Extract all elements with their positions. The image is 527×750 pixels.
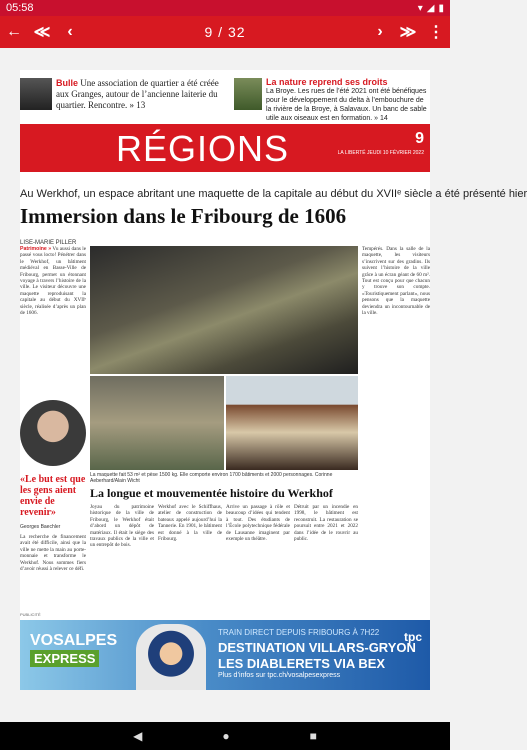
- page-indicator: 9 / 32: [204, 24, 246, 40]
- status-time: 05:58: [6, 2, 34, 14]
- ad-line: TRAIN DIRECT DEPUIS FRIBOURG À 7H22: [218, 628, 380, 637]
- teaser-thumbnail: [20, 78, 52, 110]
- page-meta: LA LIBERTÉ JEUDI 10 FÉVRIER 2022: [337, 150, 424, 156]
- column-text: Vu aussi dans le passé vous locto! Pénétrer dans le Werkhof, un bâtiment médiéval en Basse-Ville de Fribourg, permet un étonnant voyage à travers l’histoire de la ville. Le visiteur découvre une maquette reproduisant la capitale au début du XVIIᵉ siècle, réalisée d’après un plan de 1606.: [20, 246, 87, 317]
- next-page-button[interactable]: [366, 16, 394, 48]
- previous-page-button[interactable]: [56, 16, 84, 48]
- teaser-text: Une association de quartier a été créée aux Granges, autour de l’ancienne laiterie du quartier. Rencontre. » 13: [56, 78, 219, 110]
- teaser-nature[interactable]: [234, 77, 430, 122]
- photo-caption: La maquette fait 53 m² et pèse 1500 kg. Elle comporte environ 1700 bâtiments et 2000 personnages. Corinne Aeberhard/Alain Wicht: [90, 472, 333, 484]
- portrait-photo: [20, 400, 86, 466]
- double-chevron-right-icon: ≫: [399, 24, 417, 41]
- sidebar-column: Joyau du patrimoine historique de la ville de Fribourg, le Werkhof était d’abord un dépôt de matériaux. Il était le siège des travaux publics de la ville et un entrepôt de bois.: [90, 504, 154, 549]
- article-column: [20, 246, 86, 396]
- double-chevron-left-icon: ≪: [33, 24, 51, 41]
- model-detail-photo[interactable]: [90, 376, 224, 470]
- pull-quote: «Le but est que les gens aient envie de revenir»: [20, 474, 86, 518]
- ad-brand: VOSALPES: [30, 632, 118, 649]
- quote-author: Georges Baechler: [20, 524, 61, 530]
- nav-back-icon[interactable]: ◀: [133, 729, 143, 743]
- tpc-logo: tpc: [404, 630, 422, 644]
- reader-toolbar: [0, 16, 450, 48]
- nav-recents-icon[interactable]: ■: [309, 729, 317, 743]
- lead-label: Patrimoine »: [20, 246, 52, 252]
- more-options-button[interactable]: [422, 16, 450, 48]
- teaser-thumbnail: [234, 78, 262, 110]
- nav-home-icon[interactable]: ●: [222, 729, 230, 743]
- article-byline: LISE-MARIE PILLER: [20, 240, 77, 246]
- chevron-right-icon: ›: [377, 23, 383, 40]
- teaser-title: La nature reprend ses droits: [266, 77, 388, 87]
- sidebar-column: Arrive un passage à rôle et beaucoup d’idées qui tendent à tout. Des étudiants de l’École polytechnique fédérale de Lausanne imaginent par exemple un théâtre.: [226, 504, 290, 543]
- sidebar-column: Détruit par un incendie en 1998, le bâtiment est reconstruit. La restauration se poursuit entre 2021 et 2022 dans l’idée de le rouvrir au public.: [294, 504, 358, 543]
- section-title: RÉGIONS: [116, 128, 290, 169]
- ad-line: Plus d’infos sur tpc.ch/vosalpesexpress: [218, 672, 341, 679]
- page-number: 9: [415, 130, 424, 147]
- wifi-icon: ▾: [417, 2, 423, 14]
- article-headline[interactable]: Immersion dans le Fribourg de 1606: [20, 204, 347, 228]
- more-vert-icon: ⋮: [428, 24, 444, 41]
- teaser-title: Bulle: [56, 78, 79, 88]
- sidebar-headline[interactable]: La longue et mouvementée histoire du Werkhof: [90, 486, 333, 500]
- status-bar: [0, 0, 450, 16]
- article-column: Tempérés. Dans la salle de la maquette, les visiteurs s’inscrivent sur des gradins. Ils suivent l’histoire de la ville grâce à un écran géant de 60 m². Tout est conçu pour que chacun y trouve son compte. «Touristiquement parlant», nous pensons que la maquette deviendra un incontournable de la ville.: [362, 246, 430, 317]
- newspaper-page[interactable]: [20, 70, 527, 679]
- status-icons: [418, 3, 444, 14]
- chevron-left-icon: ‹: [67, 23, 73, 40]
- werkhof-building-photo[interactable]: [226, 376, 358, 470]
- article-kicker: Au Werkhof, un espace abritant une maquette de la capitale au début du XVIIᵉ siècle a été présenté hier: [20, 188, 527, 200]
- teaser-bulle[interactable]: [20, 78, 220, 118]
- article-column: La recherche de financement avait été difficile, ainsi que la ville ne mette la main au porte-monnaie et transforme le Werkhof. Nous sommes fiers d’avoir réussi à relever ce défi.: [20, 534, 86, 573]
- ad-line: DESTINATION VILLARS-GRYON: [218, 640, 416, 655]
- signal-icon: ◢: [426, 2, 435, 14]
- ad-label: PUBLICITÉ: [20, 612, 41, 617]
- model-photo[interactable]: [90, 246, 358, 374]
- skier-image: [136, 624, 206, 690]
- sidebar-column: Werkhof avec le Schiffhaus, atelier de construction de bateaux appelé aujourd’hui la Tannerie. En 1901, le bâtiment est donné à la ville de Fribourg.: [158, 504, 222, 543]
- teaser-text: La Broye. Les rues de l’été 2021 ont été bénéfiques pour le développement du delta à l’embouchure de la rivière de la Broye, à Salavaux. Un banc de sable utile aux oiseaux est en formation. » 14: [266, 88, 427, 122]
- arrow-left-icon: ←: [6, 23, 22, 40]
- section-header: [20, 124, 430, 172]
- system-navigation-bar: [0, 722, 450, 750]
- last-page-button[interactable]: [394, 16, 422, 48]
- back-button[interactable]: [0, 16, 28, 48]
- first-page-button[interactable]: [28, 16, 56, 48]
- advertisement-banner[interactable]: [20, 620, 430, 690]
- battery-icon: ▮: [438, 2, 444, 14]
- ad-line: LES DIABLERETS VIA BEX: [218, 656, 386, 671]
- ad-brand-badge: EXPRESS: [30, 650, 99, 667]
